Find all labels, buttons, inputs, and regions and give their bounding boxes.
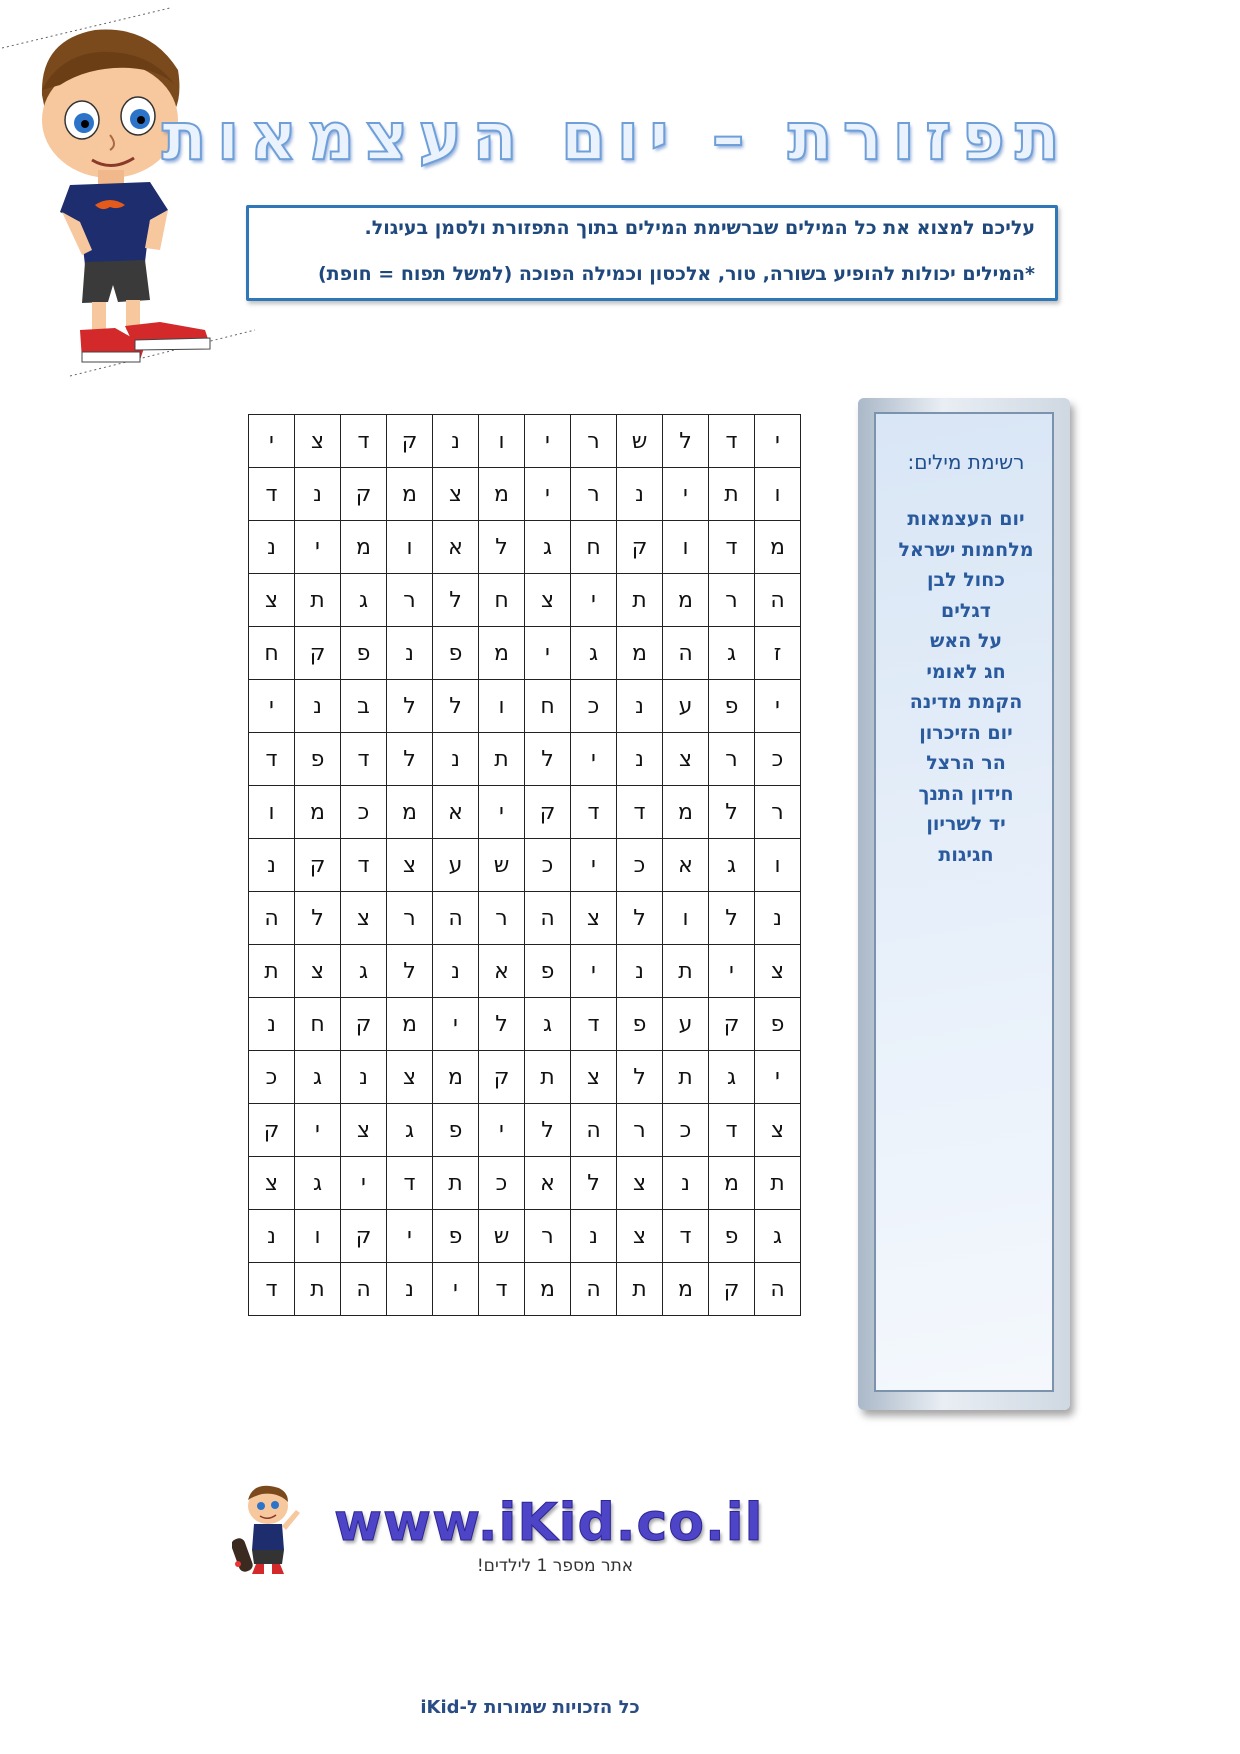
grid-cell[interactable]: ל	[617, 1051, 663, 1104]
grid-cell[interactable]: פ	[755, 998, 801, 1051]
grid-cell[interactable]: צ	[249, 574, 295, 627]
grid-cell[interactable]: נ	[295, 468, 341, 521]
grid-cell[interactable]: ת	[663, 945, 709, 998]
grid-cell[interactable]: צ	[295, 945, 341, 998]
grid-cell[interactable]: מ	[387, 468, 433, 521]
grid-cell[interactable]: ו	[249, 786, 295, 839]
grid-cell[interactable]: כ	[341, 786, 387, 839]
grid-cell[interactable]: ק	[709, 998, 755, 1051]
grid-cell[interactable]: י	[571, 574, 617, 627]
grid-cell[interactable]: כ	[755, 733, 801, 786]
instructions-line-2: *המילים יכולות להופיע בשורה, טור, אלכסון וכמילה הפוכה (למשל תפוח = חופת)	[317, 263, 1035, 285]
grid-cell[interactable]: ע	[433, 839, 479, 892]
boy-illustration	[0, 0, 260, 380]
grid-cell[interactable]: ד	[663, 1210, 709, 1263]
grid-cell[interactable]: ד	[249, 1263, 295, 1316]
grid-cell[interactable]: מ	[663, 574, 709, 627]
grid-cell[interactable]: צ	[755, 1104, 801, 1157]
grid-cell[interactable]: י	[571, 733, 617, 786]
grid-cell[interactable]: ד	[709, 521, 755, 574]
grid-cell[interactable]: ח	[571, 521, 617, 574]
grid-row	[249, 1157, 801, 1210]
grid-cell[interactable]: מ	[617, 627, 663, 680]
grid-cell[interactable]: נ	[433, 415, 479, 468]
grid-cell[interactable]: נ	[571, 1210, 617, 1263]
grid-cell[interactable]: י	[479, 786, 525, 839]
grid-cell[interactable]: ק	[479, 1051, 525, 1104]
grid-cell[interactable]: ד	[571, 998, 617, 1051]
grid-cell[interactable]: ח	[525, 680, 571, 733]
grid-cell[interactable]: ק	[617, 521, 663, 574]
grid-row	[249, 786, 801, 839]
grid-cell[interactable]: ג	[295, 1051, 341, 1104]
grid-cell[interactable]: ר	[387, 574, 433, 627]
grid-cell[interactable]: ל	[387, 945, 433, 998]
grid-cell[interactable]: ד	[617, 786, 663, 839]
grid-row	[249, 521, 801, 574]
grid-cell[interactable]: צ	[249, 1157, 295, 1210]
grid-cell[interactable]: ג	[571, 627, 617, 680]
grid-cell[interactable]: ת	[709, 468, 755, 521]
grid-cell[interactable]: א	[433, 521, 479, 574]
grid-cell[interactable]: כ	[525, 839, 571, 892]
grid-cell[interactable]: ל	[709, 786, 755, 839]
grid-cell[interactable]: כ	[663, 1104, 709, 1157]
grid-cell[interactable]: מ	[387, 998, 433, 1051]
grid-row	[249, 945, 801, 998]
grid-cell[interactable]: מ	[295, 786, 341, 839]
instructions-box	[246, 205, 1058, 301]
grid-cell[interactable]: ז	[755, 627, 801, 680]
grid-row	[249, 415, 801, 468]
grid-cell[interactable]: כ	[571, 680, 617, 733]
grid-cell[interactable]: י	[387, 1210, 433, 1263]
grid-cell[interactable]: נ	[617, 945, 663, 998]
grid-cell[interactable]: ש	[479, 1210, 525, 1263]
grid-cell[interactable]: נ	[755, 892, 801, 945]
grid-cell[interactable]: ד	[709, 1104, 755, 1157]
grid-cell[interactable]: ה	[663, 627, 709, 680]
grid-cell[interactable]: מ	[433, 1051, 479, 1104]
grid-cell[interactable]: ק	[709, 1263, 755, 1316]
grid-cell[interactable]: ר	[709, 733, 755, 786]
grid-cell[interactable]: כ	[617, 839, 663, 892]
grid-row	[249, 1263, 801, 1316]
grid-cell[interactable]: ל	[433, 574, 479, 627]
grid-cell[interactable]: ד	[341, 415, 387, 468]
word-list-item: חג לאומי	[926, 660, 1006, 683]
grid-cell[interactable]: צ	[525, 574, 571, 627]
grid-cell[interactable]: ג	[525, 521, 571, 574]
grid-cell[interactable]: ד	[249, 733, 295, 786]
grid-cell[interactable]: ק	[341, 998, 387, 1051]
grid-cell[interactable]: ר	[571, 415, 617, 468]
grid-cell[interactable]: י	[525, 627, 571, 680]
grid-cell[interactable]: פ	[295, 733, 341, 786]
grid-cell[interactable]: ד	[387, 1157, 433, 1210]
grid-cell[interactable]: ל	[479, 521, 525, 574]
grid-cell[interactable]: מ	[479, 468, 525, 521]
grid-cell[interactable]: ר	[617, 1104, 663, 1157]
grid-cell[interactable]: פ	[433, 1104, 479, 1157]
word-list-item: על האש	[929, 630, 1003, 652]
grid-cell[interactable]: צ	[571, 892, 617, 945]
word-list-item: כחול לבן	[926, 569, 1006, 591]
grid-cell[interactable]: ל	[525, 1104, 571, 1157]
grid-cell[interactable]: ל	[295, 892, 341, 945]
grid-cell[interactable]: מ	[525, 1263, 571, 1316]
grid-cell[interactable]: ע	[663, 680, 709, 733]
grid-cell[interactable]: ד	[341, 733, 387, 786]
grid-row	[249, 627, 801, 680]
grid-cell[interactable]: נ	[617, 733, 663, 786]
grid-cell[interactable]: פ	[617, 998, 663, 1051]
grid-cell[interactable]: ו	[663, 892, 709, 945]
grid-row	[249, 839, 801, 892]
grid-cell[interactable]: י	[571, 839, 617, 892]
grid-cell[interactable]: ו	[387, 521, 433, 574]
grid-cell[interactable]: ה	[755, 574, 801, 627]
grid-cell[interactable]: צ	[387, 839, 433, 892]
grid-row	[249, 733, 801, 786]
grid-cell[interactable]: ח	[249, 627, 295, 680]
grid-cell[interactable]: נ	[387, 627, 433, 680]
page-title: תפזורת – יום העצמאות	[161, 98, 1070, 175]
grid-cell[interactable]: צ	[617, 1157, 663, 1210]
grid-cell[interactable]: ש	[617, 415, 663, 468]
grid-cell[interactable]: ר	[755, 786, 801, 839]
grid-cell[interactable]: פ	[341, 627, 387, 680]
grid-cell[interactable]: ה	[341, 1263, 387, 1316]
grid-cell[interactable]: ק	[387, 415, 433, 468]
grid-cell[interactable]: ל	[479, 998, 525, 1051]
grid-cell[interactable]: י	[433, 998, 479, 1051]
grid-cell[interactable]: ת	[525, 1051, 571, 1104]
grid-cell[interactable]: י	[709, 945, 755, 998]
grid-cell[interactable]: י	[663, 468, 709, 521]
word-list-item: הקמת מדינה	[909, 691, 1023, 713]
word-list-item: הר הרצל	[926, 752, 1006, 774]
grid-cell[interactable]: ר	[479, 892, 525, 945]
grid-cell[interactable]: ק	[295, 627, 341, 680]
grid-cell[interactable]: ל	[709, 892, 755, 945]
grid-cell[interactable]: ו	[663, 521, 709, 574]
grid-cell[interactable]: ד	[341, 839, 387, 892]
grid-cell[interactable]: ת	[479, 733, 525, 786]
word-list-item: מלחמות ישראל	[898, 538, 1034, 561]
word-list-item: יום העצמאות	[907, 508, 1025, 530]
grid-cell[interactable]: ת	[433, 1157, 479, 1210]
grid-cell[interactable]: ג	[341, 945, 387, 998]
grid-cell[interactable]: ו	[479, 680, 525, 733]
grid-cell[interactable]: צ	[295, 415, 341, 468]
grid-cell[interactable]: ו	[295, 1210, 341, 1263]
grid-cell[interactable]: י	[295, 1104, 341, 1157]
grid-cell[interactable]: ר	[387, 892, 433, 945]
grid-cell[interactable]: י	[525, 415, 571, 468]
grid-row	[249, 574, 801, 627]
grid-cell[interactable]: נ	[433, 733, 479, 786]
grid-cell[interactable]: ד	[249, 468, 295, 521]
grid-cell[interactable]: ה	[571, 1263, 617, 1316]
word-list-item: חגיגות	[938, 843, 994, 866]
grid-cell[interactable]: פ	[709, 1210, 755, 1263]
grid-row	[249, 1104, 801, 1157]
word-list	[876, 504, 1056, 870]
grid-cell[interactable]: נ	[663, 1157, 709, 1210]
grid-cell[interactable]: צ	[663, 733, 709, 786]
grid-cell[interactable]: צ	[571, 1051, 617, 1104]
word-list-heading: רשימת מילים:	[907, 450, 1025, 474]
word-search-grid	[248, 414, 801, 1316]
grid-cell[interactable]: ת	[617, 574, 663, 627]
grid-cell[interactable]: ג	[295, 1157, 341, 1210]
grid-cell[interactable]: א	[663, 839, 709, 892]
grid-cell[interactable]: ת	[663, 1051, 709, 1104]
grid-cell[interactable]: ת	[755, 1157, 801, 1210]
grid-cell[interactable]: ק	[341, 468, 387, 521]
grid-cell[interactable]: ה	[755, 1263, 801, 1316]
grid-cell[interactable]: ג	[709, 839, 755, 892]
word-list-panel	[858, 398, 1070, 1410]
word-list-item: יום הזיכרון	[919, 721, 1013, 744]
grid-cell[interactable]: ק	[341, 1210, 387, 1263]
grid-cell[interactable]: ו	[479, 415, 525, 468]
grid-row	[249, 680, 801, 733]
copyright-footer: כל הזכויות שמורות ל-iKid	[420, 1697, 640, 1718]
grid-cell[interactable]: צ	[617, 1210, 663, 1263]
grid-cell[interactable]: נ	[617, 680, 663, 733]
grid-cell[interactable]: מ	[387, 786, 433, 839]
grid-cell[interactable]: ר	[525, 1210, 571, 1263]
grid-cell[interactable]: נ	[249, 521, 295, 574]
grid-cell[interactable]: ו	[755, 839, 801, 892]
grid-cell[interactable]: ד	[571, 786, 617, 839]
grid-cell[interactable]: י	[295, 521, 341, 574]
word-list-inner	[874, 412, 1054, 1392]
grid-cell[interactable]: ל	[617, 892, 663, 945]
grid-cell[interactable]: י	[249, 415, 295, 468]
grid-cell[interactable]: י	[755, 415, 801, 468]
grid-cell[interactable]: ג	[709, 1051, 755, 1104]
grid-cell[interactable]: ד	[479, 1263, 525, 1316]
instructions-line-1: עליכם למצוא את כל המילים שברשימת המילים בתוך התפזורת ולסמן בעיגול.	[364, 217, 1035, 239]
grid-cell[interactable]: ע	[663, 998, 709, 1051]
grid-cell[interactable]: ח	[295, 998, 341, 1051]
grid-cell[interactable]: ג	[525, 998, 571, 1051]
grid-cell[interactable]: ה	[571, 1104, 617, 1157]
grid-cell[interactable]: כ	[479, 1157, 525, 1210]
grid-cell[interactable]: נ	[387, 1263, 433, 1316]
grid-cell[interactable]: ל	[387, 733, 433, 786]
word-list-item: דגלים	[941, 599, 991, 622]
grid-cell[interactable]: מ	[755, 521, 801, 574]
grid-cell[interactable]: ת	[617, 1263, 663, 1316]
grid-row	[249, 892, 801, 945]
grid-cell[interactable]: ח	[479, 574, 525, 627]
grid-cell[interactable]: צ	[341, 1104, 387, 1157]
logo-tagline: אתר מספר 1 לילדים!	[476, 1556, 634, 1576]
grid-cell[interactable]: י	[433, 1263, 479, 1316]
grid-cell[interactable]: נ	[249, 998, 295, 1051]
grid-cell[interactable]: ה	[433, 892, 479, 945]
grid-cell[interactable]: י	[755, 1051, 801, 1104]
grid-cell[interactable]: ק	[249, 1104, 295, 1157]
grid-cell[interactable]: י	[249, 680, 295, 733]
grid-cell[interactable]: מ	[479, 627, 525, 680]
word-list-item: יד לשריון	[926, 813, 1006, 835]
logo-boy-icon	[232, 1478, 304, 1578]
grid-cell[interactable]: מ	[709, 1157, 755, 1210]
grid-cell[interactable]: ר	[571, 468, 617, 521]
grid-cell[interactable]: ג	[341, 574, 387, 627]
grid-cell[interactable]: ב	[341, 680, 387, 733]
word-list-item: חידון התנך	[918, 782, 1014, 805]
grid-cell[interactable]: י	[341, 1157, 387, 1210]
grid-cell[interactable]: נ	[341, 1051, 387, 1104]
grid-cell[interactable]: ל	[387, 680, 433, 733]
grid-cell[interactable]: ש	[479, 839, 525, 892]
site-logo-text[interactable]: www.iKid.co.il	[334, 1493, 764, 1553]
grid-cell[interactable]: ד	[709, 415, 755, 468]
grid-cell[interactable]: י	[755, 680, 801, 733]
grid-cell[interactable]: נ	[249, 1210, 295, 1263]
grid-cell[interactable]: ת	[295, 1263, 341, 1316]
grid-cell[interactable]: נ	[617, 468, 663, 521]
grid-cell[interactable]: נ	[295, 680, 341, 733]
grid-cell[interactable]: י	[571, 945, 617, 998]
grid-cell[interactable]: פ	[709, 680, 755, 733]
grid-cell[interactable]: ת	[295, 574, 341, 627]
grid-cell[interactable]: צ	[341, 892, 387, 945]
grid-cell[interactable]: ו	[755, 468, 801, 521]
grid-cell[interactable]: צ	[755, 945, 801, 998]
grid-cell[interactable]: פ	[433, 1210, 479, 1263]
grid-row	[249, 1051, 801, 1104]
grid-cell[interactable]: א	[479, 945, 525, 998]
grid-cell[interactable]: כ	[249, 1051, 295, 1104]
grid-cell[interactable]: ג	[709, 627, 755, 680]
grid-cell[interactable]: מ	[663, 786, 709, 839]
grid-cell[interactable]: מ	[663, 1263, 709, 1316]
grid-cell[interactable]: ג	[387, 1104, 433, 1157]
grid-cell[interactable]: נ	[433, 945, 479, 998]
grid-cell[interactable]: ת	[249, 945, 295, 998]
grid-cell[interactable]: ל	[433, 680, 479, 733]
grid-cell[interactable]: א	[525, 1157, 571, 1210]
grid-row	[249, 998, 801, 1051]
grid-cell[interactable]: ג	[755, 1210, 801, 1263]
grid-cell[interactable]: ר	[709, 574, 755, 627]
grid-cell[interactable]: מ	[341, 521, 387, 574]
grid-cell[interactable]: י	[525, 468, 571, 521]
grid-row	[249, 1210, 801, 1263]
grid-cell[interactable]: ל	[663, 415, 709, 468]
grid-cell[interactable]: י	[479, 1104, 525, 1157]
grid-cell[interactable]: צ	[387, 1051, 433, 1104]
grid-cell[interactable]: פ	[525, 945, 571, 998]
grid-cell[interactable]: נ	[249, 839, 295, 892]
grid-cell[interactable]: א	[433, 786, 479, 839]
grid-cell[interactable]: ל	[525, 733, 571, 786]
grid-row	[249, 468, 801, 521]
grid-cell[interactable]: ה	[249, 892, 295, 945]
grid-cell[interactable]: ל	[571, 1157, 617, 1210]
grid-cell[interactable]: צ	[433, 468, 479, 521]
grid-cell[interactable]: ק	[525, 786, 571, 839]
grid-cell[interactable]: ק	[295, 839, 341, 892]
grid-cell[interactable]: פ	[433, 627, 479, 680]
grid-cell[interactable]: ה	[525, 892, 571, 945]
